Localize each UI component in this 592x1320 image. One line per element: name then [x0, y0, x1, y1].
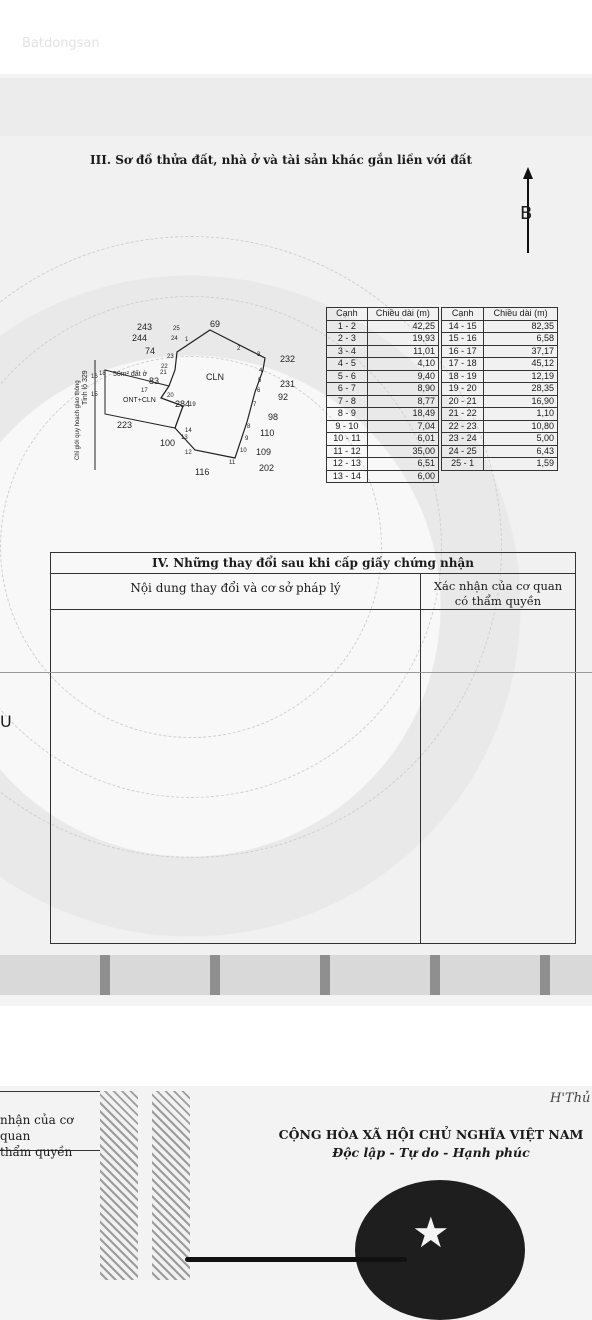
vertex-label: 18	[99, 371, 106, 377]
edge-row	[442, 358, 558, 371]
edge-row	[442, 395, 558, 408]
edge-length-table-right	[441, 307, 558, 471]
edge-cell: 1 - 2	[327, 320, 368, 333]
col-header-edge: Cạnh	[442, 308, 484, 321]
ornamental-border	[100, 1091, 138, 1280]
length-cell: 19,93	[367, 333, 438, 346]
edge-cell: 13 - 14	[327, 470, 368, 483]
parcel-number: 92	[278, 392, 289, 402]
vertex-label: 15	[91, 392, 98, 398]
parcel-number: 232	[280, 354, 296, 364]
edge-cell: 4 - 5	[327, 358, 368, 371]
length-cell: 28,35	[484, 383, 558, 396]
edge-row	[442, 345, 558, 358]
length-cell: 9,40	[367, 370, 438, 383]
edge-cell: 17 - 18	[442, 358, 484, 371]
edge-cell: 9 - 10	[327, 420, 368, 433]
edge-row	[327, 333, 439, 346]
edge-letter: U	[0, 712, 12, 731]
column-divider	[420, 573, 421, 943]
length-cell: 35,00	[367, 445, 438, 458]
parcel-number: 69	[210, 319, 221, 329]
edge-cell: 5 - 6	[327, 370, 368, 383]
parcel-number: 100	[160, 438, 176, 448]
parcel-number: 110	[260, 428, 275, 438]
edge-cell: 12 - 13	[327, 458, 368, 471]
length-cell: 6,51	[367, 458, 438, 471]
edge-cell: 8 - 9	[327, 408, 368, 421]
national-motto: Độc lập - Tự do - Hạnh phúc	[332, 1145, 530, 1160]
parcel-number: 243	[137, 322, 153, 332]
length-cell: 6,01	[367, 433, 438, 446]
length-cell: 1,59	[484, 458, 558, 471]
edge-row	[327, 320, 439, 333]
edge-cell: 6 - 7	[327, 383, 368, 396]
vertex-label: 10	[240, 448, 247, 454]
edge-cell: 3 - 4	[327, 345, 368, 358]
edge-row	[327, 345, 439, 358]
corridor-label: Chỉ giới quy hoạch giao thông	[75, 380, 81, 460]
edge-row	[442, 320, 558, 333]
top-bar	[0, 0, 592, 74]
edge-row	[327, 395, 439, 408]
vertex-label: 25	[173, 326, 180, 332]
star-icon: ★	[412, 1208, 450, 1257]
edge-cell: 24 - 25	[442, 445, 484, 458]
edge-row	[327, 370, 439, 383]
vertex-label: 12	[185, 450, 192, 456]
authority-confirmation-header	[421, 579, 575, 609]
edge-row	[327, 433, 439, 446]
edge-cell: 21 - 22	[442, 408, 484, 421]
edge-row	[442, 458, 558, 471]
scan-line	[0, 672, 592, 673]
parcel-number: 284	[175, 399, 191, 409]
section-3-title: III. Sơ đồ thửa đất, nhà ở và tài sản khác gắn liền với đất	[90, 153, 473, 167]
length-cell: 8,90	[367, 383, 438, 396]
vertex-label: 24	[171, 336, 178, 342]
length-cell: 16,90	[484, 395, 558, 408]
north-label: B	[520, 203, 533, 224]
col-header-edge: Cạnh	[327, 308, 368, 321]
road-label: Tỉnh lộ 329	[82, 370, 89, 405]
edge-cell: 14 - 15	[442, 320, 484, 333]
parcel-number: 244	[132, 333, 148, 343]
vertex-label: 11	[229, 460, 236, 466]
vertex-label: 6	[257, 388, 261, 394]
length-cell: 37,17	[484, 345, 558, 358]
length-cell: 12,19	[484, 370, 558, 383]
edge-row	[327, 445, 439, 458]
edge-cell: 16 - 17	[442, 345, 484, 358]
edge-row	[327, 383, 439, 396]
previous-page-text	[0, 1112, 100, 1160]
section-4-title: IV. Những thay đổi sau khi cấp giấy chứng nhận	[51, 553, 575, 574]
edge-row	[442, 370, 558, 383]
edge-row	[442, 383, 558, 396]
parcel-number: 116	[195, 467, 210, 477]
parcel-number: 231	[280, 379, 296, 389]
parcel-sketch	[65, 310, 315, 490]
header-divider	[51, 609, 575, 610]
previous-page-line: thẩm quyền	[0, 1145, 73, 1159]
length-cell: 6,43	[484, 445, 558, 458]
handwritten-signature: H'Thủ	[550, 1091, 591, 1106]
length-cell: 1,10	[484, 408, 558, 421]
edge-cell: 25 - 1	[442, 458, 484, 471]
edge-cell: 7 - 8	[327, 395, 368, 408]
home-indicator[interactable]	[185, 1257, 407, 1262]
edge-row	[442, 333, 558, 346]
length-cell: 82,35	[484, 320, 558, 333]
parcel-number: 223	[117, 420, 133, 430]
vertex-label: 9	[245, 436, 249, 442]
use-code: ONT+CLN	[123, 397, 156, 404]
vertex-label: 4	[259, 368, 263, 374]
vertex-label: 16	[91, 374, 98, 380]
parcel-number: 83	[149, 376, 160, 386]
page-border-strip	[0, 955, 592, 995]
edge-row	[442, 408, 558, 421]
edge-cell: 22 - 23	[442, 420, 484, 433]
vertex-label: 1	[185, 337, 189, 343]
vertex-label: 13	[181, 435, 188, 441]
ornamental-border	[152, 1091, 190, 1280]
length-cell: 6,00	[367, 470, 438, 483]
col-header-length: Chiều dài (m)	[367, 308, 438, 321]
parcel-outline	[161, 330, 265, 458]
edge-cell: 11 - 12	[327, 445, 368, 458]
vertex-label: 22	[161, 364, 168, 370]
length-cell: 8,77	[367, 395, 438, 408]
vertex-label: 19	[189, 402, 196, 408]
parcel-number: 109	[256, 447, 272, 457]
length-cell: 6,58	[484, 333, 558, 346]
national-title: CỘNG HÒA XÃ HỘI CHỦ NGHĨA VIỆT NAM	[278, 1127, 584, 1142]
edge-cell: 20 - 21	[442, 395, 484, 408]
vertex-label: 17	[141, 388, 148, 394]
previous-page-line: nhận của cơ quan	[0, 1113, 74, 1143]
vertex-label: 8	[247, 424, 251, 430]
changes-table	[50, 552, 576, 944]
parcel-number: 74	[145, 346, 156, 356]
vertex-label: 23	[167, 354, 174, 360]
vertex-label: 14	[185, 428, 192, 434]
parcel-number: 202	[259, 463, 275, 473]
edge-row	[327, 408, 439, 421]
length-cell: 18,49	[367, 408, 438, 421]
edge-cell: 15 - 16	[442, 333, 484, 346]
vertex-label: 3	[257, 352, 261, 358]
edge-row	[327, 458, 439, 471]
edge-row	[442, 445, 558, 458]
authority-header-line: Xác nhận của cơ quan	[433, 579, 563, 593]
vertex-labels	[91, 326, 263, 466]
length-cell: 5,00	[484, 433, 558, 446]
watermark-text: Batdongsan	[22, 36, 100, 51]
changes-content-header: Nội dung thay đổi và cơ sở pháp lý	[130, 581, 341, 595]
vertex-label: 2	[237, 346, 241, 352]
edge-cell: 18 - 19	[442, 370, 484, 383]
length-cell: 10,80	[484, 420, 558, 433]
vertex-label: 21	[160, 370, 167, 376]
edge-row	[442, 433, 558, 446]
edge-cell: 10 - 11	[327, 433, 368, 446]
land-code: CLN	[206, 372, 225, 382]
length-cell: 45,12	[484, 358, 558, 371]
length-cell: 7,04	[367, 420, 438, 433]
length-cell: 42,25	[367, 320, 438, 333]
parcel-number: 98	[268, 412, 279, 422]
length-cell: 11,01	[367, 345, 438, 358]
vertex-label: 5	[258, 378, 262, 384]
vertex-label: 7	[253, 402, 257, 408]
vertex-label: 20	[167, 393, 174, 399]
edge-length-table-left	[326, 307, 439, 483]
edge-cell: 2 - 3	[327, 333, 368, 346]
edge-row	[442, 420, 558, 433]
authority-header-line: có thẩm quyền	[454, 594, 542, 608]
edge-row	[327, 358, 439, 371]
edge-cell: 19 - 20	[442, 383, 484, 396]
length-cell: 4,10	[367, 358, 438, 371]
edge-row	[327, 420, 439, 433]
edge-row	[327, 470, 439, 483]
col-header-length: Chiều dài (m)	[484, 308, 558, 321]
area-note: 50m² đất ở	[113, 371, 148, 378]
edge-cell: 23 - 24	[442, 433, 484, 446]
